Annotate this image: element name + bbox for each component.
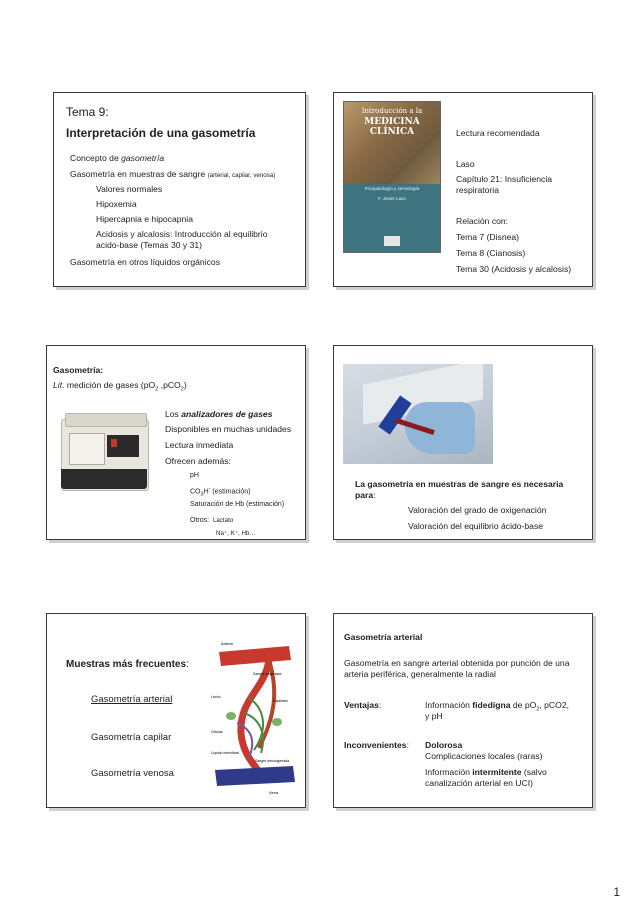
slide-4: [333, 345, 593, 540]
subtopic-item: Valores normales: [96, 184, 163, 194]
slide-heading: Gasometría arterial: [344, 632, 423, 642]
subtopic-item: acido-base (Temas 30 y 31): [96, 240, 203, 250]
relation-item: Tema 30 (Acidosis y alcalosis): [456, 264, 572, 274]
slide-6: [333, 613, 593, 808]
capillary-bed-diagram: [209, 638, 301, 798]
sample-item-venous: Gasometría venosa: [91, 768, 174, 779]
necessity-line1: La gasometría en muestras de sangre es necesaria: [355, 479, 564, 489]
analyzers-line: Los analizadores de gases: [165, 409, 273, 419]
gas-analyzer-image: [61, 413, 151, 491]
advantages-label: Ventajas:: [344, 700, 382, 710]
sample-item-arterial: Gasometría arterial: [91, 694, 173, 705]
sub-item: Na⁺, K⁺, Hb…: [216, 530, 256, 537]
reading-label: Lectura recomendada: [456, 128, 540, 138]
chapter-line1: Capítulo 21: Insuficiencia: [456, 174, 553, 184]
subtopic-item: Acidosis y alcalosis: Introducción al equilibrio: [96, 229, 268, 239]
sub-item: pH: [190, 472, 199, 479]
slide-heading: Muestras más frecuentes:: [66, 659, 189, 670]
relation-item: Tema 8 (Cianosis): [456, 248, 526, 258]
bullet-item: Ofrecen además:: [165, 456, 231, 466]
slide-heading: Gasometría:: [53, 365, 104, 375]
necessity-line2: para:: [355, 490, 376, 500]
page-number: 1: [613, 885, 620, 899]
bullet-item: Valoración del equilibrio ácido-base: [408, 521, 544, 531]
svg-text:Células: Células: [211, 730, 223, 734]
disadvantage-item-line2: canalización arterial en UCI): [425, 778, 533, 788]
slide-title: Interpretación de una gasometría: [66, 126, 256, 140]
svg-text:Lecho: Lecho: [211, 695, 221, 699]
svg-text:Sangre desoxigenada: Sangre desoxigenada: [255, 759, 290, 763]
subtopic-item: Hipoxemia: [96, 199, 137, 209]
slide-5: [46, 613, 306, 808]
book-subtitle: Fisiopatología y semiología: [364, 186, 420, 191]
sample-item-capillary: Gasometría capilar: [91, 732, 172, 743]
svg-text:Arteria: Arteria: [221, 641, 233, 646]
disadvantage-item: Información intermitente (salvo: [425, 767, 547, 777]
topic-item: Gasometría en muestras de sangre (arterial, capilar, venosa): [70, 169, 276, 179]
sub-item: Saturación de Hb (estimación): [190, 501, 285, 508]
lit-definition: Lit. medición de gases ($pO_2$ ,pCO$_2$): [53, 380, 187, 393]
sub-item: Otros: Lactato: [190, 517, 234, 524]
blood-sample-photo: [343, 364, 493, 464]
book-title-line2: MEDICINA CLÍNICA: [364, 117, 420, 137]
book-author: F. Javier Laso: [378, 196, 406, 201]
description-line1: Gasometría en sangre arterial obtenida por punción de una: [344, 658, 570, 668]
slide-1: [53, 92, 306, 287]
slide-2: [333, 92, 593, 287]
vein-shape: [215, 766, 295, 786]
disadvantage-item: Complicaciones locales (raras): [425, 751, 543, 761]
advantages-text-line2: y pH: [425, 711, 443, 721]
advantages-text: Información fidedigna de $pO_2$, pCO2,: [425, 700, 569, 713]
bullet-item: Lectura inmediata: [165, 440, 234, 450]
book-title-line1: Introducción a la: [361, 107, 423, 115]
disadvantage-item: Dolorosa: [425, 740, 463, 750]
svg-text:Capilares: Capilares: [273, 699, 288, 703]
bullet-item: Disponibles en muchas unidades: [165, 424, 292, 434]
topic-item: Concepto de gasometría: [70, 153, 165, 163]
slide-title-line1: Tema 9:: [66, 105, 109, 119]
artery-shape: [219, 646, 291, 666]
svg-text:Sangre oxigenada: Sangre oxigenada: [253, 672, 282, 676]
disadvantages-label: Inconvenientes:: [344, 740, 409, 750]
bullet-item: Valoración del grado de oxigenación: [408, 505, 547, 515]
chapter-line2: respiratoria: [456, 185, 499, 195]
svg-text:Vena: Vena: [269, 790, 279, 795]
svg-text:Líquido intersticial: Líquido intersticial: [211, 751, 240, 755]
sub-item: $CO_3H^-$ (estimación): [190, 486, 251, 498]
slide-3: [46, 345, 306, 540]
topic-item: Gasometría en otros líquidos orgánicos: [70, 257, 220, 267]
author-name: Laso: [456, 159, 475, 169]
publisher-logo-icon: [384, 236, 400, 246]
relation-item: Tema 7 (Disnea): [456, 232, 520, 242]
subtopic-item: Hipercapnia e hipocapnia: [96, 214, 193, 224]
description-line2: arteria periférica, generalmente la radial: [344, 669, 496, 679]
book-cover-image: [343, 101, 441, 253]
relation-label: Relación con:: [456, 216, 509, 226]
